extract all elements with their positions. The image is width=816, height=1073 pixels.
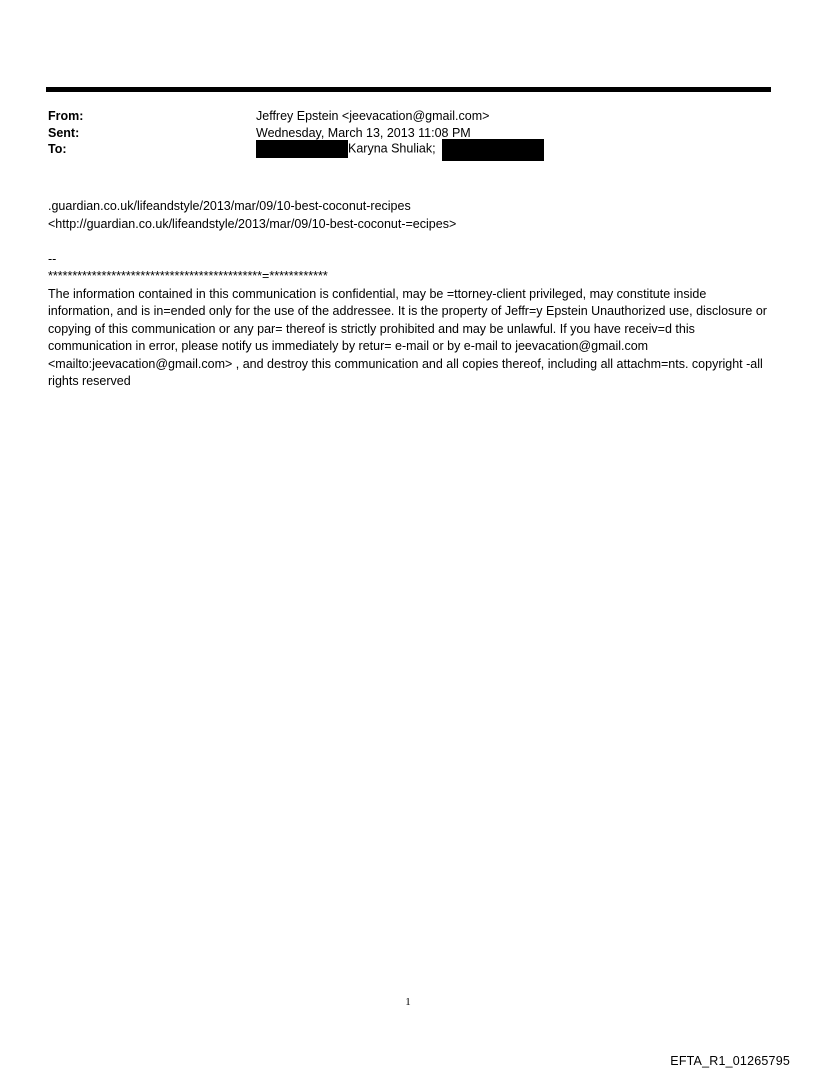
to-value-wrapper (256, 138, 544, 160)
sent-label: Sent: (48, 125, 80, 140)
asterisk-separator: ********************************************=************ (48, 269, 328, 283)
redaction-box (442, 139, 544, 161)
to-value: Karyna Shuliak; (348, 141, 436, 156)
to-label: To: (48, 142, 67, 156)
signature-dashes: -- (48, 251, 57, 266)
link-text: .guardian.co.uk/lifeandstyle/2013/mar/09/10-best-coconut-recipes (48, 199, 411, 213)
blank-line (48, 233, 770, 251)
to-row (48, 141, 768, 158)
email-body (48, 198, 770, 391)
redaction-box (256, 140, 348, 158)
page-number: 1 (405, 996, 411, 1008)
from-value: Jeffrey Epstein <jeevacation@gmail.com> (256, 109, 490, 123)
header-divider (46, 87, 771, 92)
sent-value: Wednesday, March 13, 2013 11:08 PM (256, 125, 471, 140)
link-url: <http://guardian.co.uk/lifeandstyle/2013/mar/09/10-best-coconut-=ecipes> (48, 216, 457, 231)
document-id: EFTA_R1_01265795 (670, 1054, 790, 1068)
email-header (48, 108, 768, 158)
from-label: From: (48, 109, 84, 123)
confidentiality-disclaimer: The information contained in this communication is confidential, may be =ttorney-client privileged, may constitute inside information, and is in=ended only for the use of the addressee. It is the property of Jeffr=y Epstein Unauthorized use, disclosure or copying of this communication or any par= thereof is strictly prohibited and may be unlawful. If you have receiv=d this communication in error, please notify us immediately by retur= e-mail or by e-mail to jeevacation@gmail.com <mailto:jeevacation@gmail.com> , and destroy this communication and all copies thereof, including all attachm=nts. copyright -all rights reserved (48, 286, 767, 388)
from-row (48, 108, 768, 125)
